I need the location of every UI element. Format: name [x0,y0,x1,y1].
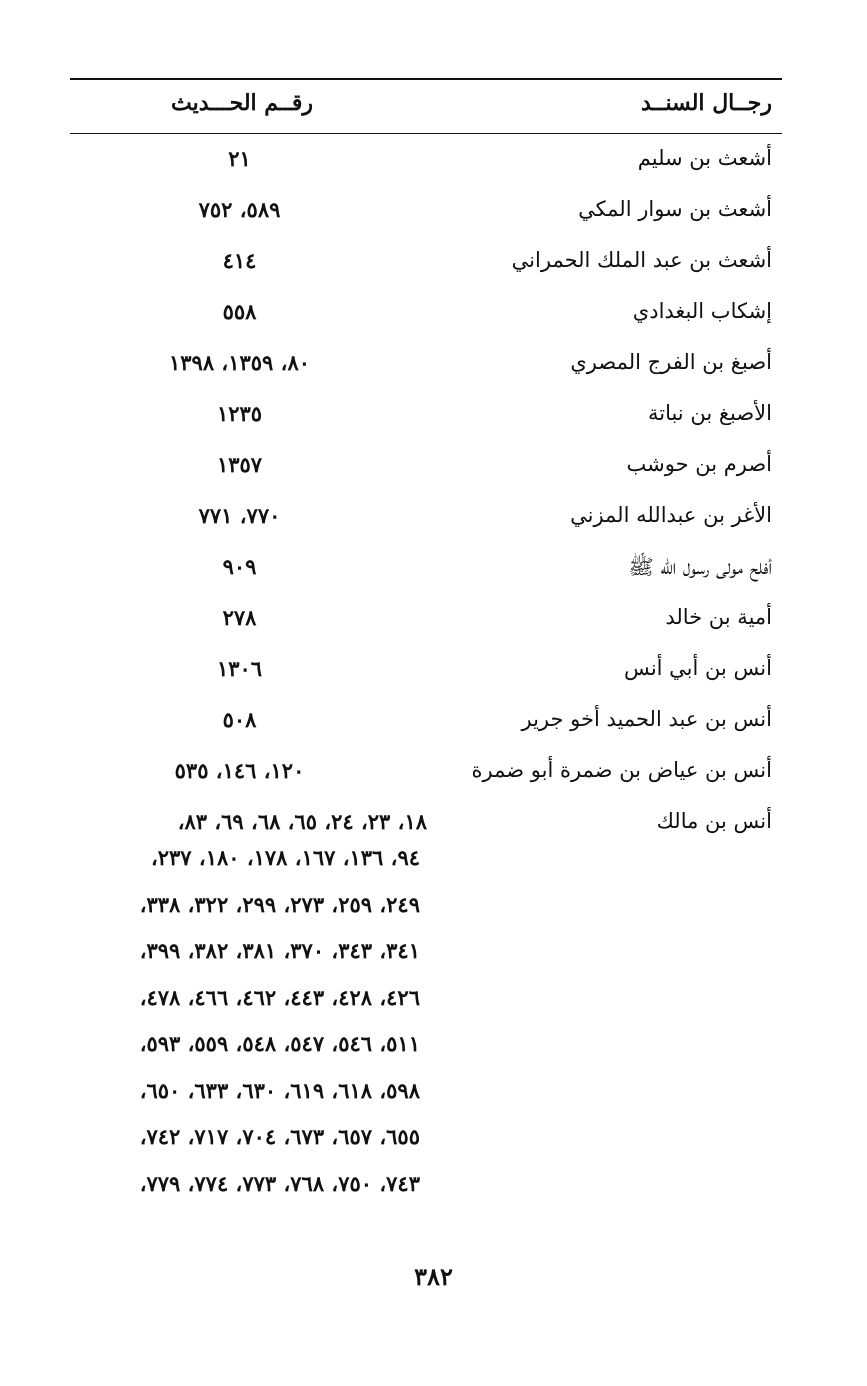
hadith-numbers: ٧٧٠، ٧٧١ [198,503,281,528]
narrator-name: أنس بن عياض بن ضمرة أبو ضمرة [471,758,772,782]
header-rule [70,133,782,134]
column-header-hadith-number: رقــم الحـــديث [171,90,313,116]
list-item [70,444,782,495]
narrator-name: الأغر بن عبدالله المزني [570,503,772,527]
narrator-name: أشعث بن سليم [637,146,772,170]
list-item [70,393,782,444]
top-rule [70,78,782,80]
table-header [70,88,782,128]
narrator-name: أصرم بن حوشب [626,452,772,476]
continuation-line: ٢٤٩، ٢٥٩، ٢٧٣، ٢٩٩، ٣٢٢، ٣٣٨، [139,891,420,917]
hadith-numbers: ٨٠، ١٣٥٩، ١٣٩٨ [169,350,310,375]
continuation-line: ٧٤٣، ٧٥٠، ٧٦٨، ٧٧٣، ٧٧٤، ٧٧٩، [139,1170,420,1196]
continuation-line: ٥١١، ٥٤٦، ٥٤٧، ٥٤٨، ٥٥٩، ٥٩٣، [139,1031,420,1056]
narrator-name: أصبغ بن الفرج المصري [570,350,772,374]
hadith-numbers: ٥٠٨ [222,707,257,732]
list-item [70,342,782,393]
hadith-numbers: ١٣٠٦ [216,656,263,681]
narrator-name: أنس بن أبي أنس [624,656,772,680]
narrator-name: أشعث بن سوار المكي [578,197,772,221]
narrator-name: أنس بن مالك [656,809,772,833]
anas-numbers-continuation [70,845,420,1217]
list-item [70,138,782,189]
list-item [70,291,782,342]
narrator-name: أفلح مولى رسول الله ﷺ [628,555,772,579]
narrator-name: الأصبغ بن نباتة [647,401,772,425]
continuation-line: ٩٤، ١٣٦، ١٦٧، ١٧٨، ١٨٠، ٢٣٧، [150,845,420,870]
list-item [70,648,782,699]
hadith-numbers: ١٣٥٧ [216,452,263,477]
page-number: ٣٨٢ [414,1262,453,1291]
hadith-numbers: ٥٨٩، ٧٥٢ [198,197,281,222]
column-header-narrators: رجــال السنــد [641,90,772,116]
hadith-numbers: ٢١ [228,146,251,171]
narrator-name: أنس بن عبد الحميد أخو جرير [521,707,772,731]
list-item [70,597,782,648]
narrator-name: أشعث بن عبد الملك الحمراني [511,248,772,272]
continuation-line: ٥٩٨، ٦١٨، ٦١٩، ٦٣٠، ٦٣٣، ٦٥٠، [139,1077,420,1103]
list-item [70,699,782,750]
hadith-numbers: ٤١٤ [222,248,257,273]
list-item [70,189,782,240]
hadith-numbers: ٢٧٨ [222,605,257,630]
narrator-name: إشكاب البغدادي [632,299,772,323]
list-item [70,240,782,291]
continuation-line: ٣٤١، ٣٤٣، ٣٧٠، ٣٨١، ٣٨٢، ٣٩٩، [139,938,420,963]
hadith-numbers: ١٨، ٢٣، ٢٤، ٦٥، ٦٨، ٦٩، ٨٣، [177,809,427,834]
hadith-numbers: ٥٥٨ [222,299,257,324]
list-item [70,750,782,801]
hadith-numbers: ٩٠٩ [222,554,257,579]
entries-list [70,138,782,852]
continuation-line: ٦٥٥، ٦٥٧، ٦٧٣، ٧٠٤، ٧١٧، ٧٤٢، [139,1124,420,1149]
narrator-name: أمية بن خالد [665,605,772,629]
continuation-line: ٤٢٦، ٤٢٨، ٤٤٣، ٤٦٢، ٤٦٦، ٤٧٨، [139,984,420,1010]
list-item [70,546,782,597]
hadith-numbers: ١٢٠، ١٤٦، ٥٣٥ [174,758,305,783]
list-item [70,495,782,546]
hadith-numbers: ١٢٣٥ [216,401,263,426]
